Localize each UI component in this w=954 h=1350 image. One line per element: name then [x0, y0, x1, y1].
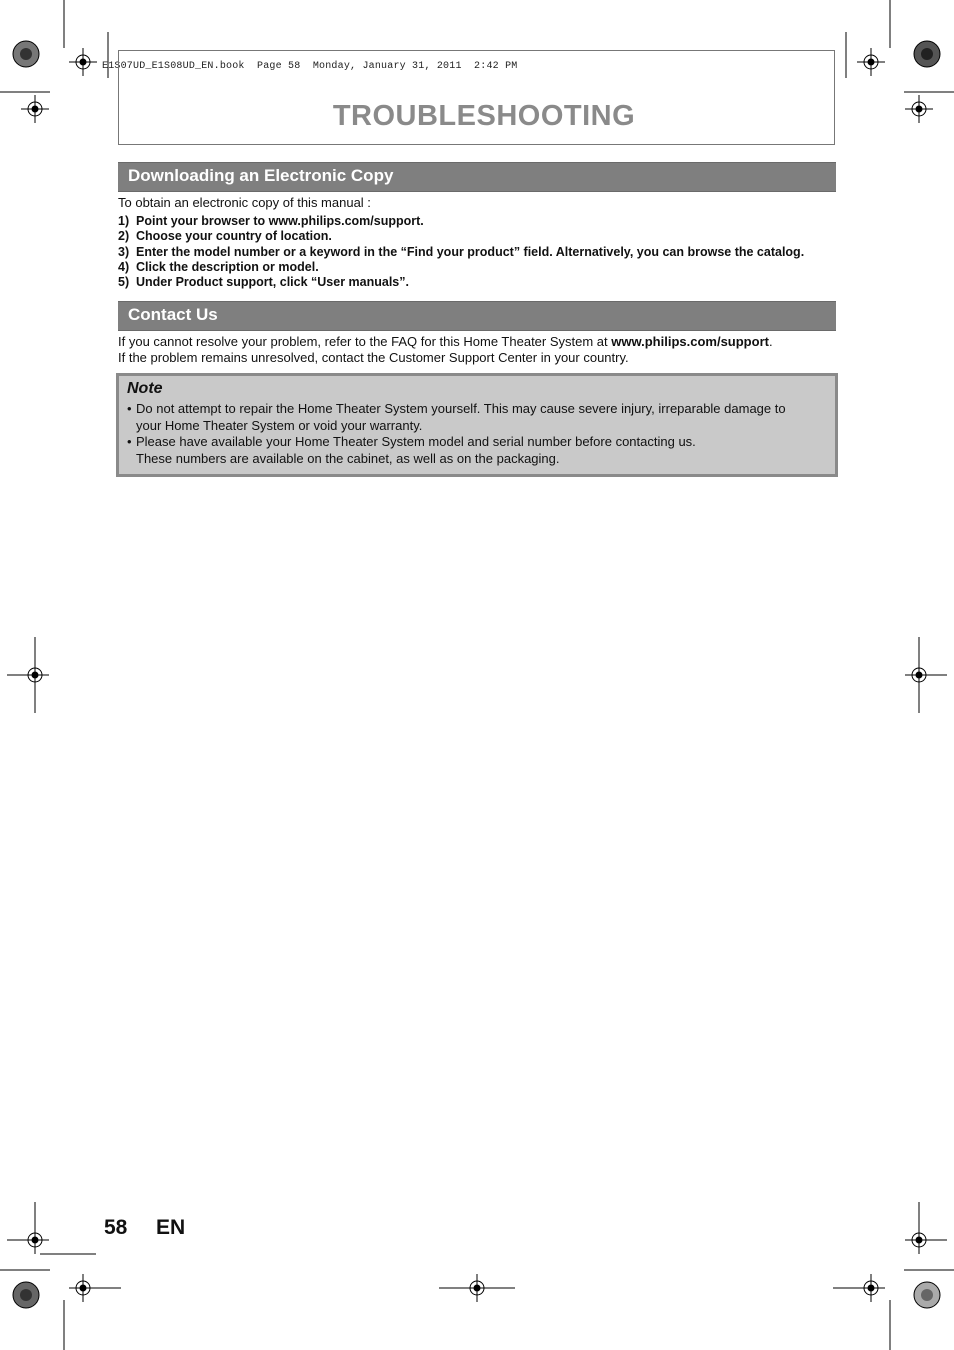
support-link[interactable]: www.philips.com/support [611, 334, 769, 349]
step-3: 3) Enter the model number or a keyword in the “Find your product” field. Alternatively, you can browse the catalog. [118, 245, 805, 259]
language-code: EN [156, 1216, 186, 1239]
bullet-icon: • [127, 401, 132, 416]
bullet-icon: • [127, 434, 132, 449]
section-heading: Contact Us [128, 305, 218, 324]
page-title: TROUBLESHOOTING [332, 100, 636, 132]
step-5: 5) Under Product support, click “User manuals”. [118, 275, 409, 289]
section-heading: Downloading an Electronic Copy [128, 166, 394, 185]
download-intro: To obtain an electronic copy of this manual : [118, 195, 371, 210]
print-metadata: E1S07UD_E1S08UD_EN.book Page 58 Monday, January 31, 2011 2:42 PM [102, 61, 518, 72]
step-4: 4) Click the description or model. [118, 260, 319, 274]
page-number: 58 [104, 1216, 128, 1239]
section-header-contact [118, 301, 836, 331]
step-2: 2) Choose your country of location. [118, 229, 332, 243]
step-1: 1) Point your browser to www.philips.com/support. [118, 214, 424, 228]
contact-line-1: If you cannot resolve your problem, refer to the FAQ for this Home Theater System at www.philips.com/support. [118, 334, 773, 349]
contact-line-2: If the problem remains unresolved, contact the Customer Support Center in your country. [118, 350, 629, 365]
section-header-download [118, 162, 836, 192]
note-title: Note [127, 380, 163, 397]
